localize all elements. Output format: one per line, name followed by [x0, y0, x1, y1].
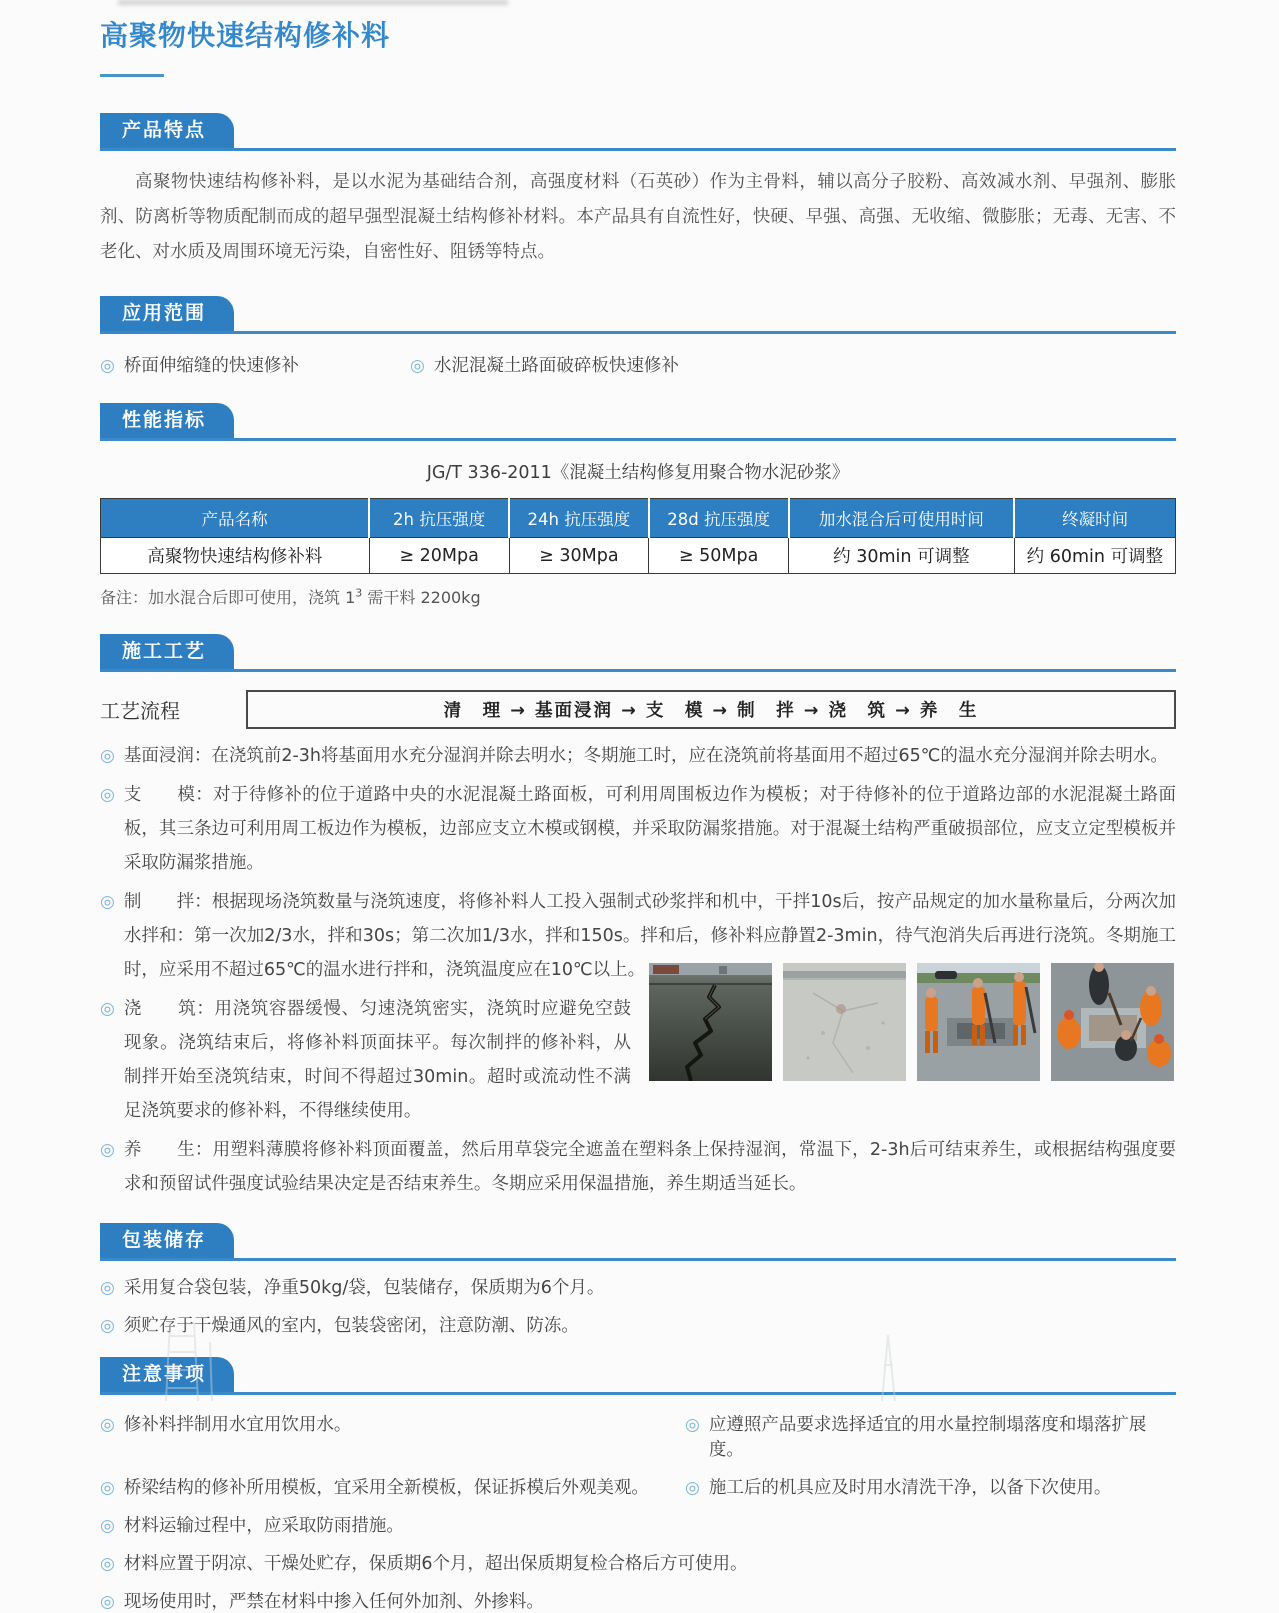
list-item: [100, 1512, 1176, 1537]
ring-bullet-icon: ◎: [100, 785, 115, 805]
ring-bullet-icon: ◎: [100, 1478, 115, 1498]
process-flow: [100, 690, 1176, 729]
process-flow-box: 清 理 → 基面浸润 → 支 模 → 制 拌 → 浇 筑 → 养 生: [246, 690, 1176, 729]
list-item: [100, 1274, 1176, 1299]
list-item: [685, 1411, 1176, 1461]
packaging-text: 采用复合袋包装，净重50kg/袋，包装储存，保质期为6个月。: [123, 1278, 605, 1298]
step-text: 支 模：对于待修补的位于道路中央的水泥混凝土路面板，可利用周围板边作为模板；对于待修补的位于道路边部的水泥混凝土路面板，其三条边可利用周工板边作为模板，边部应支立木模或钢模，并采取防漏浆措施。对于混凝土结构严重破损部位，应支立定型模板并采取防漏浆措施。: [123, 785, 1176, 873]
list-item: [100, 1312, 1176, 1337]
step-mixing: [100, 885, 1176, 987]
note-text: 材料运输过程中，应采取防雨措施。: [123, 1516, 404, 1536]
watermark-tower: [150, 1322, 240, 1401]
table-header-row: [101, 499, 1176, 538]
list-item: [685, 1474, 1176, 1499]
construction-steps: [100, 739, 1176, 1201]
ring-bullet-icon: ◎: [100, 746, 115, 766]
ring-bullet-icon: ◎: [100, 1554, 115, 1574]
features-paragraph: 高聚物快速结构修补料，是以水泥为基础结合剂，高强度材料（石英砂）作为主骨料，辅以高分子胶粉、高效减水剂、早强剂、膨胀剂、防离析等物质配制而成的超早强型混凝土结构修补材料。本产品具有自流性好，快硬、早强、高强、无收缩、微膨胀；无毒、无害、不老化、对水质及周围环境无污染，自密性好、阻锈等特点。: [100, 172, 1176, 262]
table-cell: 约 60min 可调整: [1014, 538, 1175, 574]
note-text: 现场使用时，严禁在材料中掺入任何外加剂、外掺料。: [123, 1592, 544, 1612]
section-header-notes: [100, 1357, 1176, 1395]
list-item: [100, 1588, 1176, 1613]
section-header-packaging: [100, 1223, 1176, 1261]
column-header: 28d 抗压强度: [649, 499, 789, 538]
superscript: 3: [355, 586, 363, 600]
list-item: [100, 1474, 685, 1499]
step-curing: [100, 1133, 1176, 1201]
table-cell: ≥ 20Mpa: [369, 538, 509, 574]
table-cell: ≥ 50Mpa: [649, 538, 789, 574]
application-label: 桥面伸缩缝的快速修补: [123, 356, 299, 376]
section-tab-performance: 性能指标: [100, 403, 234, 438]
step-text: 基面浸润：在浇筑前2-3h将基面用水充分湿润并除去明水；冬期施工时，应在浇筑前将基面用不超过65℃的温水充分湿润并除去明水。: [123, 746, 1168, 766]
notes-list: [100, 1411, 1176, 1613]
column-header: 产品名称: [101, 499, 370, 538]
ring-bullet-icon: ◎: [410, 356, 425, 376]
list-item: [100, 1411, 685, 1461]
application-label: 水泥混凝土路面破碎板快速修补: [433, 356, 679, 376]
section-header-construction: [100, 634, 1176, 672]
performance-table: [100, 498, 1176, 574]
section-header-performance: [100, 403, 1176, 441]
section-tab-features: 产品特点: [100, 113, 234, 148]
ring-bullet-icon: ◎: [100, 1415, 115, 1435]
ring-bullet-icon: ◎: [100, 356, 115, 376]
process-flow-label: 工艺流程: [100, 699, 180, 723]
note-text: 修补料拌制用水宜用饮用水。: [123, 1415, 352, 1435]
title-underline: [100, 74, 164, 77]
note-text: 施工后的机具应及时用水清洗干净，以备下次使用。: [708, 1478, 1112, 1498]
watermark-spire: [868, 1335, 908, 1401]
packaging-text: 须贮存于干燥通风的室内，包装袋密闭，注意防潮、防冻。: [123, 1316, 579, 1336]
column-header: 24h 抗压强度: [509, 499, 649, 538]
table-row: [101, 538, 1176, 574]
step-text: 制 拌：根据现场浇筑数量与浇筑速度，将修补料人工投入强制式砂浆拌和机中，干拌10s后，按产品规定的加水量称量后，分两次加水拌和：第一次加2/3水，拌和30s；第二次加1/3水，拌和150s。拌和后，修补料应静置2-3min，待气泡消失后再进行浇筑。冬期施工时，应采用不超过65℃的温水进行拌和，浇筑温度应在10℃以上。: [123, 892, 1176, 980]
step-text: 养 生：用塑料薄膜将修补料顶面覆盖，然后用草袋完全遮盖在塑料条上保持湿润，常温下，2-3h后可结束养生，或根据结构强度要求和预留试件强度试验结果决定是否结束养生。冬期应采用保温措施，养生期适当延长。: [123, 1140, 1176, 1194]
section-tab-applications: 应用范围: [100, 296, 234, 331]
ring-bullet-icon: ◎: [685, 1478, 700, 1498]
column-header: 加水混合后可使用时间: [789, 499, 1015, 538]
list-item: [100, 352, 410, 377]
ring-bullet-icon: ◎: [100, 999, 115, 1019]
note-text: 材料应置于阴凉、干燥处贮存，保质期6个月，超出保质期复检合格后方可使用。: [123, 1554, 748, 1574]
step-text: 浇 筑：用浇筑容器缓慢、匀速浇筑密实，浇筑时应避免空鼓现象。浇筑结束后，将修补料顶面抹平。每次制拌的修补料，从制拌开始至浇筑结束，时间不得超过30min。超时或流动性不满足浇筑要求的修补料，不得继续使用。: [123, 999, 631, 1121]
section-tab-notes: 注意事项: [100, 1357, 234, 1392]
table-footnote: 备注：加水混合后即可使用，浇筑 $1^3$ 需干料 2200kg: [100, 586, 481, 607]
note-text: 桥梁结构的修补所用模板，宜采用全新模板，保证拆模后外观美观。: [123, 1478, 649, 1498]
ring-bullet-icon: ◎: [100, 1592, 115, 1612]
ring-bullet-icon: ◎: [100, 892, 115, 912]
standard-reference: JG/T 336-2011《混凝土结构修复用聚合物水泥砂浆》: [426, 463, 850, 483]
section-header-applications: [100, 296, 1176, 334]
note-text: 应遵照产品要求选择适宜的用水量控制塌落度和塌落扩展度。: [708, 1415, 1147, 1460]
table-cell: 高聚物快速结构修补料: [101, 538, 370, 574]
column-header: 2h 抗压强度: [369, 499, 509, 538]
step-base-wetting: [100, 739, 1176, 773]
list-item: [100, 1550, 1176, 1575]
table-cell: 约 30min 可调整: [789, 538, 1015, 574]
step-pouring: [100, 992, 631, 1128]
column-header: 终凝时间: [1014, 499, 1175, 538]
ring-bullet-icon: ◎: [100, 1278, 115, 1298]
section-tab-packaging: 包装储存: [100, 1223, 234, 1258]
ring-bullet-icon: ◎: [100, 1316, 115, 1336]
list-item: [410, 352, 679, 377]
step-formwork: [100, 778, 1176, 880]
section-header-features: [100, 113, 1176, 151]
ring-bullet-icon: ◎: [685, 1415, 700, 1435]
table-cell: ≥ 30Mpa: [509, 538, 649, 574]
ring-bullet-icon: ◎: [100, 1140, 115, 1160]
applications-list: [100, 352, 1176, 377]
ring-bullet-icon: ◎: [100, 1516, 115, 1536]
page-title: 高聚物快速结构修补料: [100, 19, 391, 52]
section-tab-construction: 施工工艺: [100, 634, 234, 669]
